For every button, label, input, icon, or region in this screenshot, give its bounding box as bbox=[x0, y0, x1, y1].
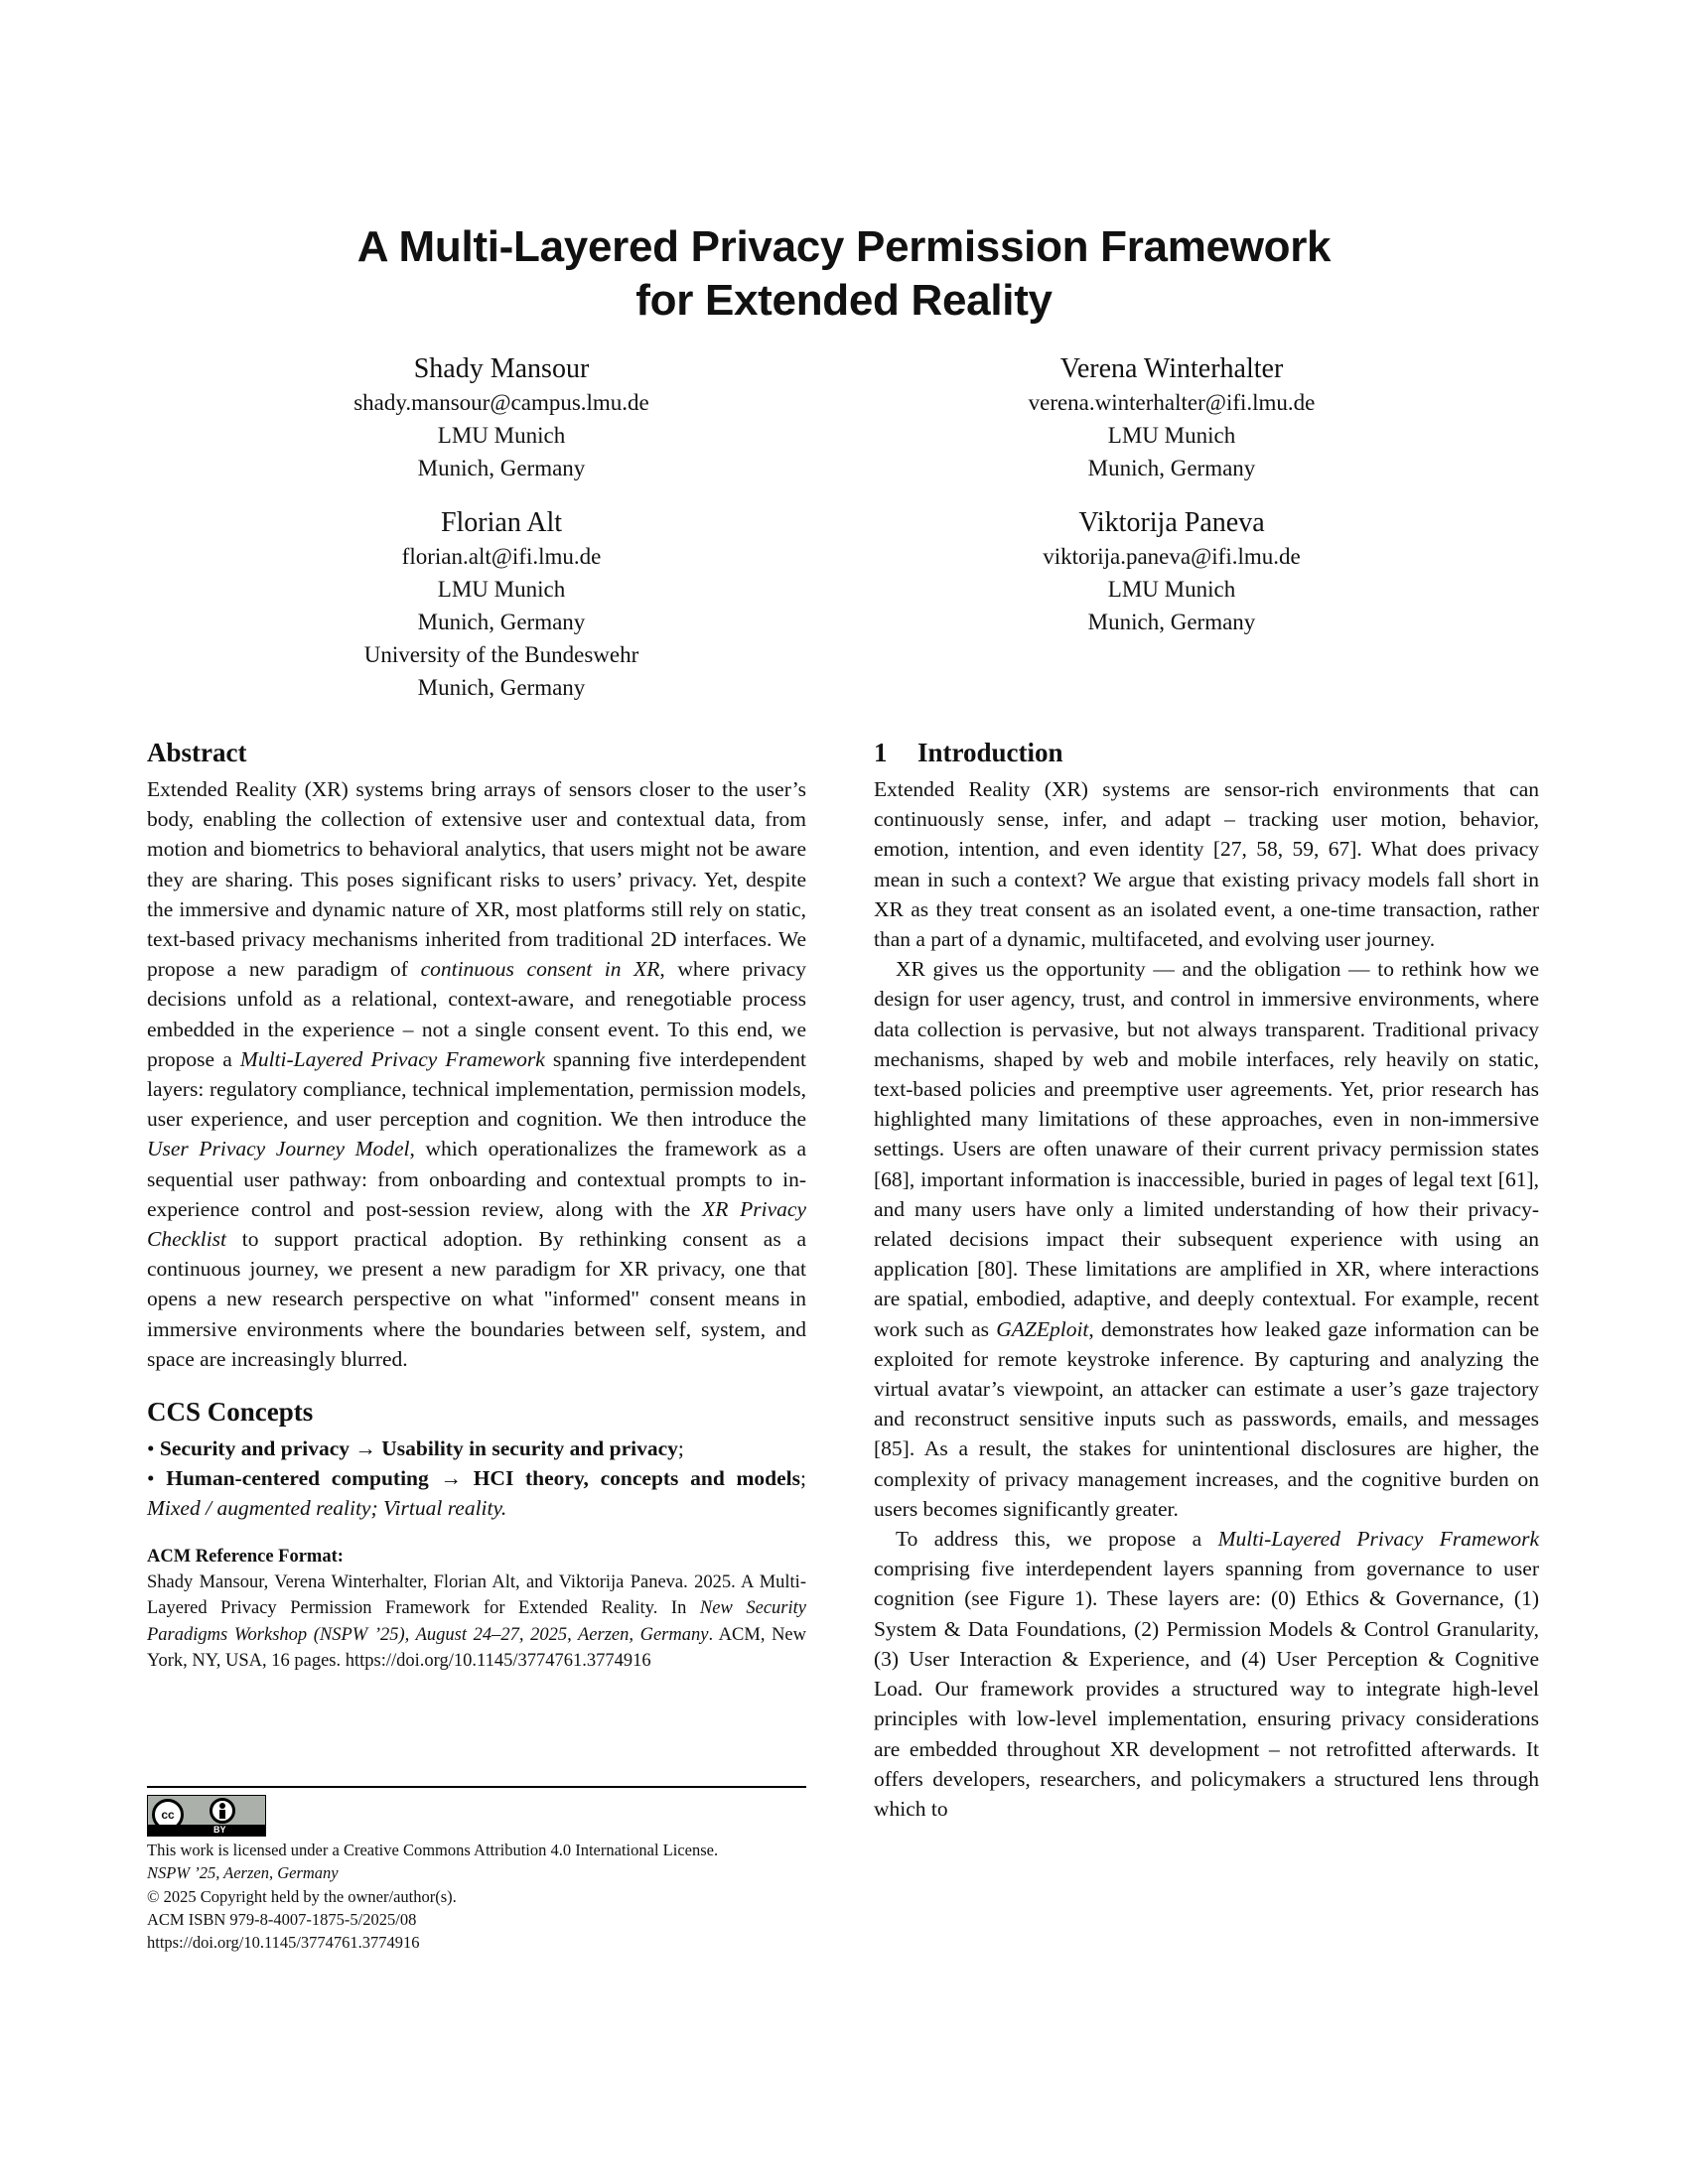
author-location: Munich, Germany bbox=[417, 610, 586, 634]
section-title: Introduction bbox=[917, 738, 1063, 767]
abstract-heading: Abstract bbox=[147, 738, 247, 767]
author-block bbox=[223, 506, 779, 704]
ccs-category: Security and privacy bbox=[159, 1436, 351, 1461]
ccs-heading: CCS Concepts bbox=[147, 1397, 314, 1428]
ccs-category: Human-centered computing bbox=[166, 1466, 429, 1491]
text-run: comprising five interdependent layers spanning from governance to user cognition (see Figure 1). These layers are: (0) Ethics & Governance, (1) System & Data Foundations, (2) Permission Models & Control Granularity, (3) User Interaction & Experience, and (4) User Perception & Cognitive Load. Our framework provides a structured way to integrate high-level principles with low-level implementation, ensuring privacy considerations are embedded throughout XR development – not retrofitted afterwards. It offers developers, researchers, and policymakers a structured lens through which to bbox=[874, 1557, 1539, 1821]
author-affiliation: LMU Munich bbox=[1107, 577, 1236, 602]
emphasized-text: Multi-Layered Privacy Framework bbox=[1217, 1527, 1539, 1552]
author-email[interactable]: florian.alt@ifi.lmu.de bbox=[401, 544, 602, 569]
emphasized-text: continuous consent in XR bbox=[420, 957, 660, 982]
attribution-person-icon bbox=[210, 1798, 235, 1824]
emphasized-text: XR Privacy Checklist bbox=[147, 1196, 806, 1252]
introduction-heading bbox=[874, 735, 1539, 770]
acm-reference-heading: ACM Reference Format: bbox=[147, 1546, 344, 1567]
author-affiliation: LMU Munich bbox=[1107, 423, 1236, 448]
bullet: • bbox=[147, 1466, 167, 1491]
author-location: Munich, Germany bbox=[417, 456, 586, 480]
title-line-2: for Extended Reality bbox=[635, 276, 1053, 325]
arrow-icon: → bbox=[428, 1466, 474, 1491]
venue-line: NSPW ’25, Aerzen, Germany bbox=[147, 1863, 339, 1883]
paper-title bbox=[0, 220, 1688, 328]
arrow-icon: → bbox=[350, 1436, 382, 1461]
badge-band bbox=[148, 1825, 265, 1836]
separator: ; bbox=[800, 1466, 806, 1491]
author-name: Viktorija Paneva bbox=[1078, 507, 1265, 538]
by-label: BY bbox=[213, 1825, 226, 1835]
emphasized-text: Multi-Layered Privacy Framework bbox=[239, 1046, 545, 1071]
text-run: , where privacy decisions unfold as a relational, context-aware, and renegotiable process embedded in the experience – not a single consent event. To this end, we propose a bbox=[147, 957, 806, 1071]
separator: ; bbox=[677, 1436, 684, 1461]
section-number: 1 bbox=[874, 738, 888, 767]
author-affiliation: University of the Bundeswehr bbox=[363, 642, 639, 667]
text-run: , which operationalizes the framework as a sequential user pathway: from onboarding and contextual prompts to in-experience control and post-session review, along with the bbox=[147, 1137, 807, 1221]
license-statement[interactable]: This work is licensed under a Creative Commons Attribution 4.0 International License. bbox=[147, 1841, 719, 1859]
ccs-item bbox=[147, 1463, 806, 1523]
author-email[interactable]: viktorija.paneva@ifi.lmu.de bbox=[1043, 544, 1301, 569]
ccs-extras: Mixed / augmented reality; Virtual reality. bbox=[147, 1496, 507, 1521]
author-affiliation: LMU Munich bbox=[437, 423, 566, 448]
text-run: To address this, we propose a bbox=[896, 1527, 1218, 1552]
author-name: Shady Mansour bbox=[413, 353, 590, 384]
text-run: XR gives us the opportunity — and the obligation — to rethink how we design for user agency, trust, and control in immersive environments, where data collection is pervasive, but not always transparent. Traditional privacy mechanisms, shaped by web and mobile interfaces, rely heavily on static, text-based policies and preemptive user agreements. Yet, prior research has highlighted many limitations of these approaches, even in non-immersive settings. Users are often unaware of their current privacy permission states [68], important information is inaccessible, buried in pages of legal text [61], and many users have only a limited understanding of how their privacy-related decisions impact their subsequent experience with using an application [80]. These limitations are amplified in XR, where interactions are spatial, embodied, adaptive, and deeply contextual. For example, recent work such as bbox=[874, 957, 1539, 1341]
author-name: Florian Alt bbox=[440, 507, 563, 538]
creative-commons-icon: cc bbox=[152, 1799, 184, 1831]
intro-paragraph-3 bbox=[874, 1524, 1539, 1824]
emphasized-text: GAZEploit bbox=[996, 1316, 1089, 1341]
isbn-line: ACM ISBN 979-8-4007-1875-5/2025/08 bbox=[147, 1909, 417, 1929]
author-block bbox=[894, 352, 1450, 484]
author-column-right bbox=[894, 352, 1450, 660]
left-column bbox=[147, 735, 806, 1675]
text-run: Extended Reality (XR) systems are sensor-rich environments that can continuously sense, infer, and adapt – tracking user motion, behavior, emotion, intention, and even identity [27, 58, 59, 67]. What does privacy mean in such a context? We argue that existing privacy models fall short in XR as they treat consent as an isolated event, a one-time transaction, rather than a part of a dynamic, multifaceted, and evolving user journey. bbox=[874, 777, 1539, 952]
author-email[interactable]: verena.winterhalter@ifi.lmu.de bbox=[1028, 390, 1316, 415]
author-block bbox=[894, 506, 1450, 638]
footnote-divider bbox=[147, 1786, 806, 1788]
title-line-1: A Multi-Layered Privacy Permission Framework bbox=[356, 222, 1332, 271]
author-location: Munich, Germany bbox=[417, 675, 586, 700]
author-email[interactable]: shady.mansour@campus.lmu.de bbox=[353, 390, 649, 415]
author-block bbox=[223, 352, 779, 484]
right-column bbox=[874, 735, 1539, 1824]
author-affiliation: LMU Munich bbox=[437, 577, 566, 602]
cc-by-license-icon[interactable] bbox=[147, 1795, 266, 1837]
doi-link[interactable]: https://doi.org/10.1145/3774761.3774916 bbox=[147, 1933, 420, 1953]
bullet: • bbox=[147, 1436, 160, 1461]
intro-paragraph-2 bbox=[874, 954, 1539, 1524]
license-footer bbox=[147, 1839, 822, 1954]
text-run: to support practical adoption. By rethinking consent as a continuous journey, we present a new paradigm for XR privacy, one that opens a new research perspective on what "informed" consent means in immersive environments where the boundaries between self, system, and space are increasingly blurred. bbox=[147, 1227, 806, 1371]
acm-reference-text bbox=[147, 1570, 806, 1675]
emphasized-text: User Privacy Journey Model bbox=[147, 1137, 410, 1161]
reference-publisher-doi[interactable]: . ACM, New York, NY, USA, 16 pages. https://doi.org/10.1145/3774761.3774916 bbox=[147, 1624, 807, 1672]
ccs-concept: Usability in security and privacy bbox=[381, 1436, 678, 1461]
author-name: Verena Winterhalter bbox=[1059, 353, 1284, 384]
author-column-left bbox=[223, 352, 779, 726]
reference-authors-title: Shady Mansour, Verena Winterhalter, Florian Alt, and Viktorija Paneva. 2025. A Multi-Layered Privacy Permission Framework for Extended Reality. In bbox=[147, 1571, 806, 1619]
author-location: Munich, Germany bbox=[1087, 456, 1256, 480]
intro-paragraph-1 bbox=[874, 774, 1539, 954]
ccs-concepts-section bbox=[147, 1394, 806, 1524]
author-location: Munich, Germany bbox=[1087, 610, 1256, 634]
ccs-concept: HCI theory, concepts and models bbox=[473, 1466, 801, 1491]
text-run: , demonstrates how leaked gaze information can be exploited for remote keystroke inference. By capturing and analyzing the virtual avatar’s viewpoint, an attacker can estimate a user’s gaze trajectory and reconstruct sensitive inputs such as passwords, emails, and messages [85]. As a result, the stakes for unintentional disclosures are higher, the complexity of privacy management increases, and the cognitive burden on users becomes significantly greater. bbox=[874, 1316, 1539, 1521]
ccs-item bbox=[147, 1433, 806, 1463]
reference-venue: New Security Paradigms Workshop (NSPW ’25), August 24–27, 2025, Aerzen, Germany bbox=[147, 1598, 806, 1645]
text-run: Extended Reality (XR) systems bring arrays of sensors closer to the user’s body, enabling the collection of extensive user and contextual data, from motion and biometrics to behavioral analytics, that users might not be aware they are sharing. This poses significant risks to users’ privacy. Yet, despite the immersive and dynamic nature of XR, most platforms still rely on static, text-based privacy mechanisms inherited from traditional 2D interfaces. We propose a new paradigm of bbox=[147, 777, 806, 982]
abstract-text bbox=[147, 774, 806, 1374]
copyright-line: © 2025 Copyright held by the owner/author(s). bbox=[147, 1886, 457, 1906]
text-run: spanning five interdependent layers: regulatory compliance, technical implementation, permission models, user experience, and user perception and cognition. We then introduce the bbox=[147, 1046, 806, 1132]
